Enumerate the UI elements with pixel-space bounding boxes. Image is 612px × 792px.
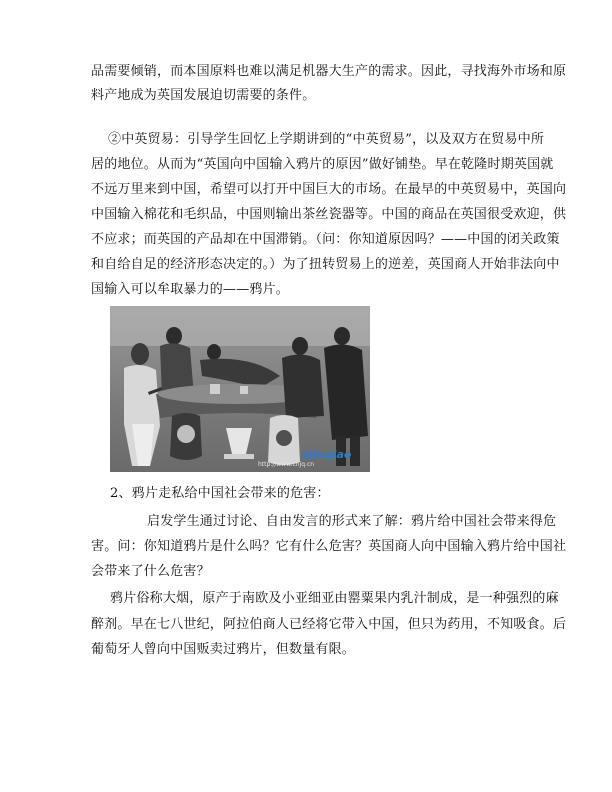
- text-line: 料产地成为英国发展迫切需要的条件。: [91, 88, 316, 103]
- text-line: 居的地位。从而为“英国向中国输入鸦片的原因”做好铺垫。早在乾隆时期英国就: [91, 157, 554, 172]
- text-line: 葡萄牙人曾向中国贩卖过鸦片，但数量有限。: [91, 642, 356, 657]
- text-line: 害。问：你知道鸦片是什么吗？它有什么危害？英国商人向中国输入鸦片给中国社: [91, 539, 567, 554]
- opium-smokers-photo: [110, 306, 370, 472]
- text-line: 不远万里来到中国，希望可以打开中国巨大的市场。在最早的中英贸易中，英国向: [91, 182, 567, 197]
- text-line: 醉剂。早在七八世纪，阿拉伯商人已经将它带入中国，但只为药用，不知吸食。后: [91, 617, 567, 632]
- text-line: 和自给自足的经济形态决定的。）为了扭转贸易上的逆差，英国商人开始非法向中: [91, 257, 560, 272]
- text-line: 中国输入棉花和毛织品，中国则输出茶丝瓷器等。中国的商品在英国很受欢迎，供: [91, 207, 567, 222]
- watermark-url: http://www.cnjq.cn: [258, 461, 315, 468]
- watermark-logo: ejinqiao: [302, 448, 352, 461]
- text-line: 启发学生通过讨论、自由发言的形式来了解：鸦片给中国社会带来得危: [147, 514, 557, 529]
- text-line: 会带来了什么危害？: [91, 564, 210, 579]
- text-line: 品需要倾销，而本国原料也难以满足机器大生产的需求。因此，寻找海外市场和原: [91, 64, 567, 79]
- text-line: ②中英贸易：引导学生回忆上学期讲到的“中英贸易”，以及双方在贸易中所: [108, 132, 545, 147]
- text-line: 国输入可以牟取暴力的——鸦片。: [91, 282, 290, 297]
- text-line: 鸦片俗称大烟，原产于南欧及小亚细亚由罂粟果内乳汁制成，是一种强烈的麻: [110, 591, 559, 606]
- section-heading: 2、鸦片走私给中国社会带来的危害：: [110, 486, 330, 501]
- text-line: 不应求；而英国的产品却在中国滞销。（问：你知道原因吗？——中国的闭关政策: [91, 232, 560, 247]
